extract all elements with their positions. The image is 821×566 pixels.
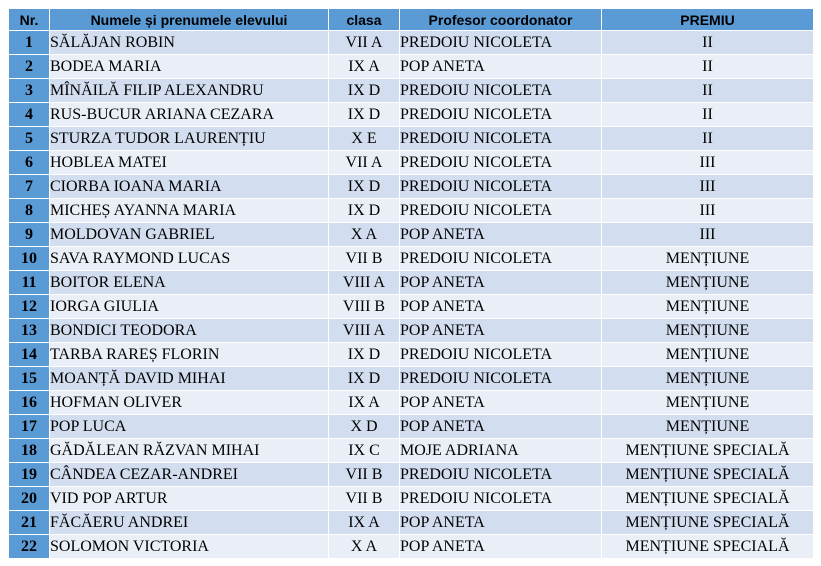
- student-class: IX D: [329, 103, 400, 127]
- student-name: IORGA GIULIA: [50, 295, 329, 319]
- table-row: [9, 55, 814, 79]
- row-number: 22: [9, 535, 50, 559]
- header-teacher: Profesor coordonator: [400, 9, 602, 31]
- coordinating-teacher: MOJE ADRIANA: [400, 439, 602, 463]
- table-row: [9, 343, 814, 367]
- prize-award: MENȚIUNE: [602, 391, 814, 415]
- coordinating-teacher: PREDOIU NICOLETA: [400, 487, 602, 511]
- prize-award: III: [602, 175, 814, 199]
- student-name: RUS-BUCUR ARIANA CEZARA: [50, 103, 329, 127]
- student-name: HOFMAN OLIVER: [50, 391, 329, 415]
- row-number: 8: [9, 199, 50, 223]
- coordinating-teacher: PREDOIU NICOLETA: [400, 343, 602, 367]
- prize-award: MENȚIUNE: [602, 415, 814, 439]
- student-name: MOLDOVAN GABRIEL: [50, 223, 329, 247]
- table-row: [9, 247, 814, 271]
- prize-award: MENȚIUNE: [602, 367, 814, 391]
- student-class: IX D: [329, 367, 400, 391]
- prize-award: II: [602, 55, 814, 79]
- prize-award: MENȚIUNE: [602, 271, 814, 295]
- table-row: [9, 391, 814, 415]
- prize-award: MENȚIUNE: [602, 343, 814, 367]
- student-class: VII A: [329, 151, 400, 175]
- header-prize: PREMIU: [602, 9, 814, 31]
- student-name: CÂNDEA CEZAR-ANDREI: [50, 463, 329, 487]
- student-class: VIII B: [329, 295, 400, 319]
- row-number: 13: [9, 319, 50, 343]
- student-name: SAVA RAYMOND LUCAS: [50, 247, 329, 271]
- student-class: X A: [329, 223, 400, 247]
- coordinating-teacher: PREDOIU NICOLETA: [400, 31, 602, 55]
- student-class: VIII A: [329, 319, 400, 343]
- coordinating-teacher: POP ANETA: [400, 319, 602, 343]
- coordinating-teacher: PREDOIU NICOLETA: [400, 79, 602, 103]
- header-name: Numele și prenumele elevului: [50, 9, 329, 31]
- student-class: IX D: [329, 199, 400, 223]
- coordinating-teacher: POP ANETA: [400, 223, 602, 247]
- prize-award: MENȚIUNE SPECIALĂ: [602, 535, 814, 559]
- student-class: IX A: [329, 55, 400, 79]
- student-name: MÎNĂILĂ FILIP ALEXANDRU: [50, 79, 329, 103]
- coordinating-teacher: PREDOIU NICOLETA: [400, 127, 602, 151]
- coordinating-teacher: POP ANETA: [400, 271, 602, 295]
- prize-award: MENȚIUNE SPECIALĂ: [602, 487, 814, 511]
- row-number: 11: [9, 271, 50, 295]
- student-name: SĂLĂJAN ROBIN: [50, 31, 329, 55]
- student-name: POP LUCA: [50, 415, 329, 439]
- row-number: 6: [9, 151, 50, 175]
- table-row: [9, 151, 814, 175]
- student-class: X A: [329, 535, 400, 559]
- student-name: HOBLEA MATEI: [50, 151, 329, 175]
- table-row: [9, 511, 814, 535]
- student-class: VIII A: [329, 271, 400, 295]
- student-class: IX D: [329, 175, 400, 199]
- table-body: [9, 31, 814, 559]
- student-name: STURZA TUDOR LAURENȚIU: [50, 127, 329, 151]
- student-name: VID POP ARTUR: [50, 487, 329, 511]
- student-name: FĂCĂERU ANDREI: [50, 511, 329, 535]
- student-name: BODEA MARIA: [50, 55, 329, 79]
- prize-award: MENȚIUNE: [602, 319, 814, 343]
- prize-award: III: [602, 199, 814, 223]
- coordinating-teacher: PREDOIU NICOLETA: [400, 199, 602, 223]
- row-number: 18: [9, 439, 50, 463]
- table-row: [9, 295, 814, 319]
- table-row: [9, 271, 814, 295]
- row-number: 10: [9, 247, 50, 271]
- student-class: VII B: [329, 247, 400, 271]
- row-number: 9: [9, 223, 50, 247]
- prize-award: MENȚIUNE SPECIALĂ: [602, 511, 814, 535]
- student-name: BOITOR ELENA: [50, 271, 329, 295]
- table-row: [9, 487, 814, 511]
- prize-award: MENȚIUNE: [602, 295, 814, 319]
- table-row: [9, 199, 814, 223]
- student-name: CIORBA IOANA MARIA: [50, 175, 329, 199]
- table-row: [9, 319, 814, 343]
- coordinating-teacher: PREDOIU NICOLETA: [400, 175, 602, 199]
- row-number: 7: [9, 175, 50, 199]
- row-number: 19: [9, 463, 50, 487]
- student-class: VII B: [329, 463, 400, 487]
- prize-award: III: [602, 151, 814, 175]
- table-row: [9, 415, 814, 439]
- row-number: 14: [9, 343, 50, 367]
- row-number: 4: [9, 103, 50, 127]
- student-name: SOLOMON VICTORIA: [50, 535, 329, 559]
- coordinating-teacher: POP ANETA: [400, 511, 602, 535]
- student-name: MICHEȘ AYANNA MARIA: [50, 199, 329, 223]
- table-row: [9, 463, 814, 487]
- student-name: GĂDĂLEAN RĂZVAN MIHAI: [50, 439, 329, 463]
- table-row: [9, 535, 814, 559]
- student-class: IX C: [329, 439, 400, 463]
- table-row: [9, 223, 814, 247]
- table-row: [9, 127, 814, 151]
- coordinating-teacher: POP ANETA: [400, 295, 602, 319]
- row-number: 1: [9, 31, 50, 55]
- row-number: 12: [9, 295, 50, 319]
- table-row: [9, 175, 814, 199]
- student-class: X D: [329, 415, 400, 439]
- student-class: X E: [329, 127, 400, 151]
- student-class: VII B: [329, 487, 400, 511]
- table-row: [9, 439, 814, 463]
- student-name: BONDICI TEODORA: [50, 319, 329, 343]
- table-row: [9, 103, 814, 127]
- row-number: 16: [9, 391, 50, 415]
- row-number: 5: [9, 127, 50, 151]
- coordinating-teacher: PREDOIU NICOLETA: [400, 151, 602, 175]
- header-row: [9, 9, 814, 31]
- row-number: 17: [9, 415, 50, 439]
- header-class: clasa: [329, 9, 400, 31]
- coordinating-teacher: PREDOIU NICOLETA: [400, 103, 602, 127]
- coordinating-teacher: PREDOIU NICOLETA: [400, 463, 602, 487]
- coordinating-teacher: POP ANETA: [400, 415, 602, 439]
- prize-award: II: [602, 31, 814, 55]
- prize-award: MENȚIUNE SPECIALĂ: [602, 463, 814, 487]
- student-class: VII A: [329, 31, 400, 55]
- table-row: [9, 31, 814, 55]
- row-number: 21: [9, 511, 50, 535]
- student-class: IX A: [329, 511, 400, 535]
- header-nr: Nr.: [9, 9, 50, 31]
- coordinating-teacher: POP ANETA: [400, 391, 602, 415]
- table-row: [9, 367, 814, 391]
- table-row: [9, 79, 814, 103]
- student-name: MOANȚĂ DAVID MIHAI: [50, 367, 329, 391]
- student-class: IX D: [329, 343, 400, 367]
- student-class: IX A: [329, 391, 400, 415]
- row-number: 15: [9, 367, 50, 391]
- coordinating-teacher: PREDOIU NICOLETA: [400, 367, 602, 391]
- row-number: 2: [9, 55, 50, 79]
- coordinating-teacher: POP ANETA: [400, 55, 602, 79]
- student-class: IX D: [329, 79, 400, 103]
- prize-award: MENȚIUNE SPECIALĂ: [602, 439, 814, 463]
- coordinating-teacher: POP ANETA: [400, 535, 602, 559]
- coordinating-teacher: PREDOIU NICOLETA: [400, 247, 602, 271]
- results-table: [8, 8, 814, 559]
- prize-award: II: [602, 127, 814, 151]
- prize-award: MENȚIUNE: [602, 247, 814, 271]
- row-number: 3: [9, 79, 50, 103]
- prize-award: II: [602, 103, 814, 127]
- row-number: 20: [9, 487, 50, 511]
- prize-award: III: [602, 223, 814, 247]
- prize-award: II: [602, 79, 814, 103]
- student-name: TARBA RAREȘ FLORIN: [50, 343, 329, 367]
